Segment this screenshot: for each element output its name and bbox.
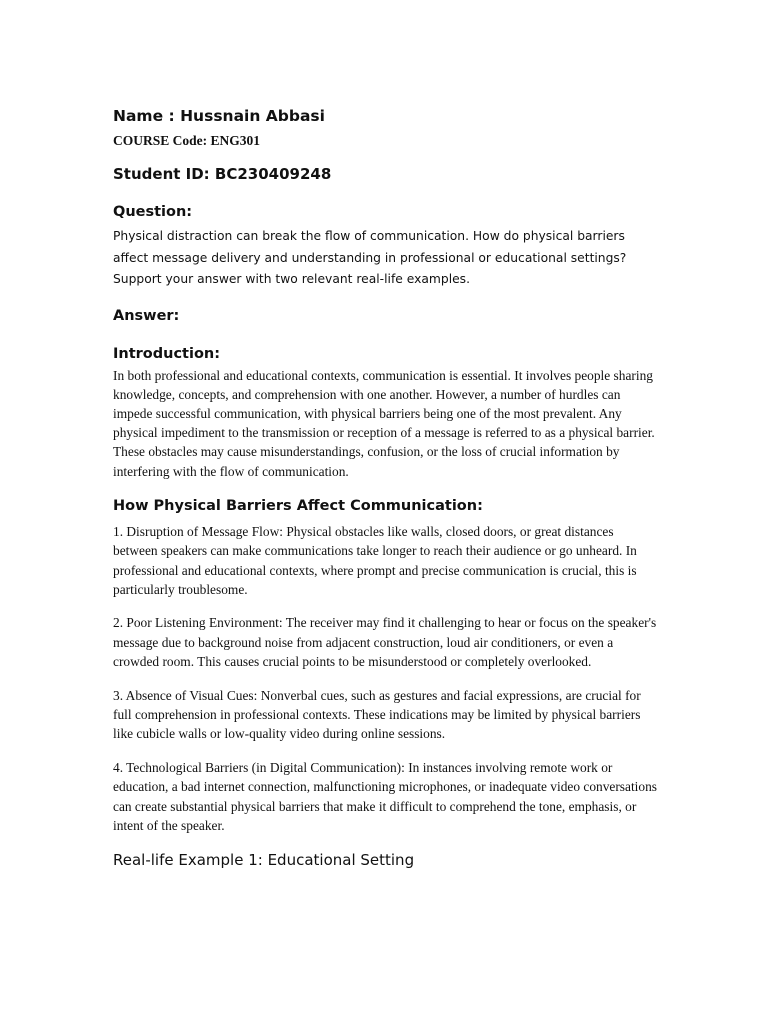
barrier-point-4: 4. Technological Barriers (in Digital Communication): In instances involving remote work or education, a bad internet connection, malfunctioning microphones, or inadequate video conversations can create substantial physical barriers that make it difficult to comprehend the tone, emphasis, or intent of the speaker. — [113, 759, 658, 833]
barrier-point-3: 3. Absence of Visual Cues: Nonverbal cues, such as gestures and facial expressions, are crucial for full comprehension in professional contexts. These indications may be limited by physical barriers like cubicle walls or low-quality video during online sessions. — [113, 687, 641, 742]
barriers-heading: How Physical Barriers Affect Communication: — [113, 497, 483, 514]
answer-heading: Answer: — [113, 307, 180, 324]
barrier-point-1: 1. Disruption of Message Flow: Physical obstacles like walls, closed doors, or great distances between speakers can make communications take longer to reach their audience or go unheard. In professional and educational contexts, where prompt and precise communication is crucial, this is particularly troublesome. — [113, 523, 637, 597]
student-name: Name : Hussnain Abbasi — [113, 107, 325, 125]
question-text: Physical distraction can break the flow of communication. How do physical barriers affect message delivery and understanding in professional or educational settings? Support your answer with two relevant real-life examples. — [113, 229, 627, 286]
student-id: Student ID: BC230409248 — [113, 165, 332, 183]
introduction-heading: Introduction: — [113, 345, 221, 362]
course-code: COURSE Code: ENG301 — [113, 133, 261, 148]
question-heading: Question: — [113, 204, 193, 220]
document-body — [113, 105, 658, 871]
barrier-point-2: 2. Poor Listening Environment: The receiver may find it challenging to hear or focus on the speaker's message due to background noise from adjacent construction, loud air conditioners, or even a crowded room. This causes crucial points to be misunderstood or completely overlooked. — [113, 615, 657, 670]
introduction-paragraph: In both professional and educational contexts, communication is essential. It involves people sharing knowledge, concepts, and comprehension with one another. However, a number of hurdles can impede successful communication, with physical barriers being one of the most prevalent. Any physical impediment to the transmission or reception of a message is referred to as a physical barrier. These obstacles may cause misunderstandings, confusion, or the loss of crucial information by interfering with the flow of communication. — [113, 367, 655, 479]
example-1-heading: Real-life Example 1: Educational Setting — [113, 851, 415, 870]
